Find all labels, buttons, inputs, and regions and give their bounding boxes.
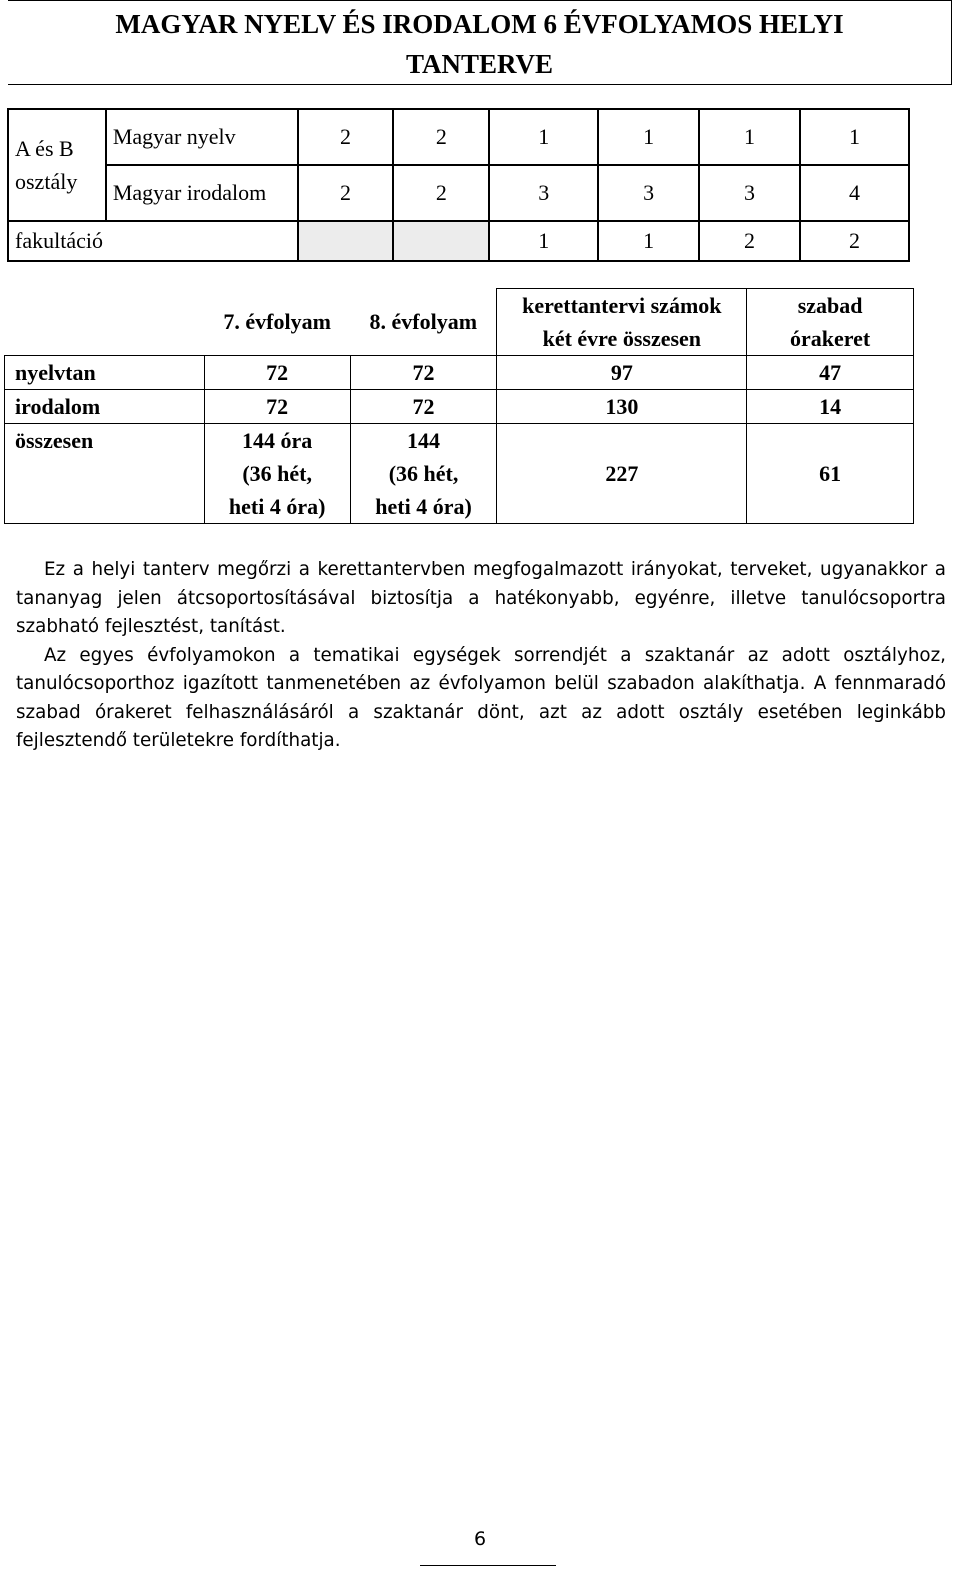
table-row <box>8 165 909 221</box>
subject-label: Magyar nyelv <box>106 109 298 165</box>
table-cell: 1 <box>489 221 598 261</box>
subject-label: Magyar irodalom <box>106 165 298 221</box>
table-cell: 227 <box>497 424 747 524</box>
table-cell: 2 <box>800 221 909 261</box>
table-row <box>8 109 909 165</box>
table-cell-shaded <box>393 221 489 261</box>
total-grade8-line-1: 144 <box>407 428 441 453</box>
table-cell: 1 <box>800 109 909 165</box>
class-group-line-1: A és B <box>15 136 74 161</box>
table-cell: 2 <box>699 221 800 261</box>
total-grade7-line-3: heti 4 óra) <box>228 494 326 519</box>
total-grade8-line-2: (36 hét, <box>388 461 459 486</box>
table-row <box>8 221 909 261</box>
page-title <box>8 4 951 84</box>
table-cell: 2 <box>393 165 489 221</box>
table-cell: 130 <box>497 390 747 424</box>
header-grade8: 8. évfolyam <box>350 289 497 356</box>
table-cell: 61 <box>747 424 914 524</box>
total-grade7-cell <box>204 424 350 524</box>
title-top-rule <box>8 0 951 1</box>
body-text <box>16 556 946 756</box>
table-cell: 2 <box>298 165 394 221</box>
title-box <box>8 0 952 85</box>
annual-hours-table <box>4 288 914 524</box>
title-line-2: TANTERVE <box>405 49 554 79</box>
table-header-row <box>5 289 914 356</box>
table-cell: 2 <box>298 109 394 165</box>
table-cell: 72 <box>204 390 350 424</box>
table-cell-shaded <box>298 221 394 261</box>
table-cell: 1 <box>598 221 699 261</box>
header-framework-line-1: kerettantervi számok <box>522 293 722 318</box>
table-cell: 47 <box>747 356 914 390</box>
class-group-label <box>8 109 106 221</box>
header-framework <box>497 289 747 356</box>
weekly-hours-table <box>7 108 910 262</box>
header-empty-cell <box>5 289 205 356</box>
paragraph-1: Ez a helyi tanterv megőrzi a kerettantervben megfogalmazott irányokat, terveket, ugyanakkor a tananyag jelen átcsoportosításával biztosítja a hatékonyabb, egyénre, illetve tanulócsoportra szabható fejlesztést, tanítást. <box>16 559 946 637</box>
row-label: nyelvtan <box>5 356 205 390</box>
header-free-hours <box>747 289 914 356</box>
header-free-line-2: órakeret <box>789 326 871 351</box>
paragraph-2: Az egyes évfolyamokon a tematikai egységek sorrendjét a szaktanár az adott osztályhoz, tanulócsoporthoz igazított tanmenetében az évfolyamon belül szabadon alakíthatja. A fennmaradó szabad órakeret felhasználásáról a szaktanár dönt, azt az adott osztály esetében leginkább fejlesztendő területekre fordíthatja. <box>16 644 946 751</box>
table-cell: 3 <box>699 165 800 221</box>
elective-label: fakultáció <box>8 221 298 261</box>
header-free-line-1: szabad <box>797 293 863 318</box>
table-cell: 1 <box>699 109 800 165</box>
table-cell: 1 <box>598 109 699 165</box>
table-row <box>5 390 914 424</box>
table-row-total <box>5 424 914 524</box>
total-grade7-line-2: (36 hét, <box>242 461 312 486</box>
row-label: irodalom <box>5 390 205 424</box>
table-cell: 72 <box>204 356 350 390</box>
table-cell: 72 <box>350 356 497 390</box>
header-grade7: 7. évfolyam <box>223 309 331 335</box>
table-cell: 4 <box>800 165 909 221</box>
table-cell: 3 <box>489 165 598 221</box>
table-cell: 14 <box>747 390 914 424</box>
table-cell: 3 <box>598 165 699 221</box>
row-label: összesen <box>5 424 205 524</box>
header-framework-line-2: két évre összesen <box>542 326 702 351</box>
total-grade8-cell <box>350 424 497 524</box>
total-grade8-line-3: heti 4 óra) <box>375 494 472 519</box>
total-grade7-line-1: 144 óra <box>242 428 313 453</box>
table-cell: 1 <box>489 109 598 165</box>
class-group-line-2: osztály <box>15 169 78 194</box>
table-cell: 2 <box>393 109 489 165</box>
page-number-rule <box>420 1565 556 1566</box>
page-number: 6 <box>473 1528 487 1550</box>
table-row <box>5 356 914 390</box>
title-line-1: MAGYAR NYELV ÉS IRODALOM 6 ÉVFOLYAMOS HELYI <box>115 9 844 39</box>
table-cell: 72 <box>350 390 497 424</box>
table-cell: 97 <box>497 356 747 390</box>
